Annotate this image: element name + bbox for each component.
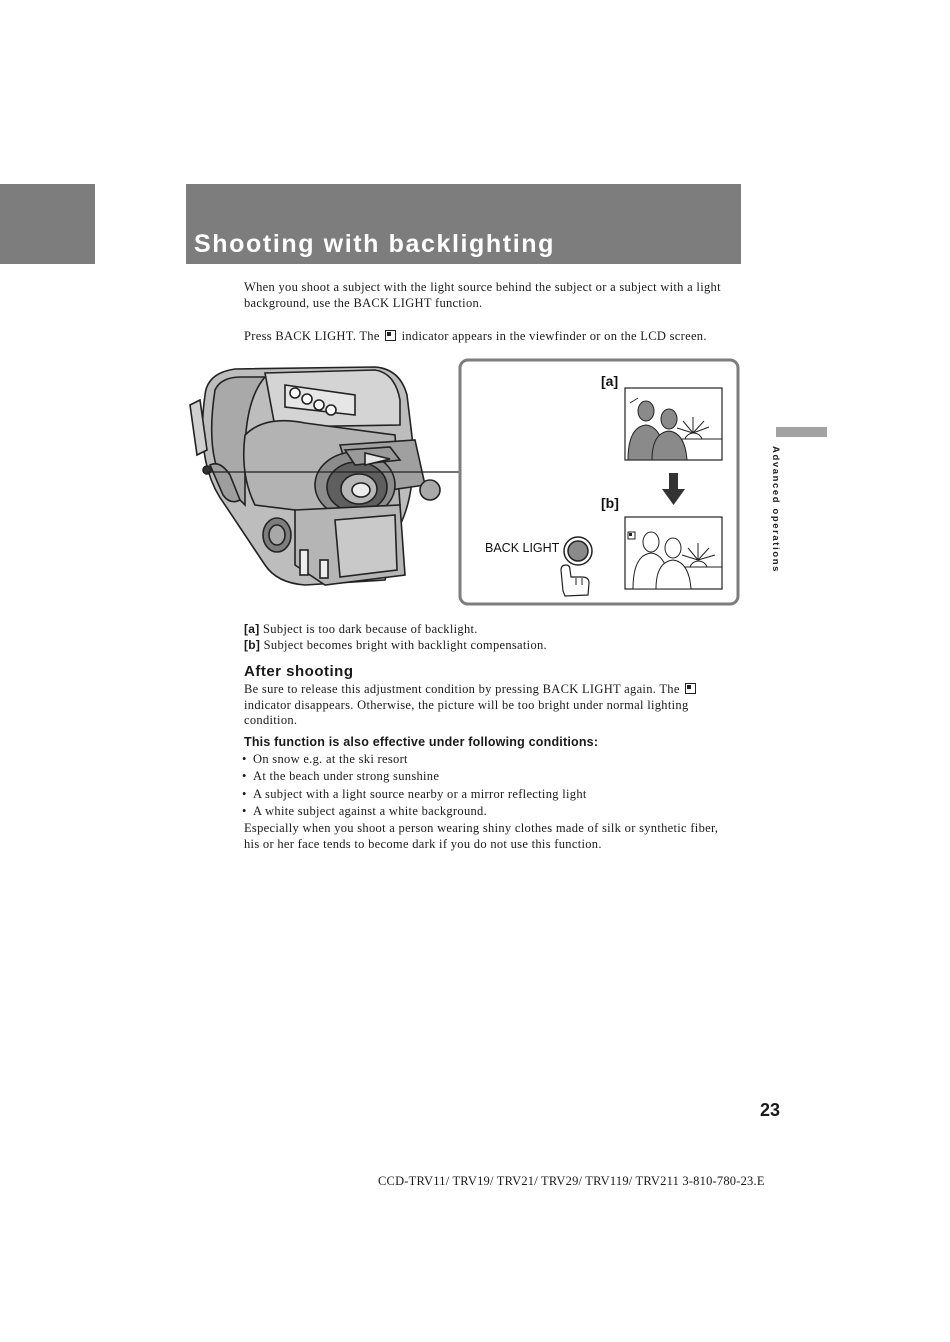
backlight-indicator-icon [385, 330, 396, 341]
section-tab-label [770, 446, 790, 576]
list-item: • A subject with a light source nearby or a mirror reflecting light [242, 786, 742, 803]
caption-a-text: Subject is too dark because of backlight. [263, 622, 478, 636]
label-b: [b] [601, 495, 619, 511]
figure-captions [244, 622, 744, 653]
conditions-closing: Especially when you shoot a person wearing shiny clothes made of silk or synthetic fiber, his or her face tends to become dark if you do not use this function. [244, 821, 719, 851]
list-item: • A white subject against a white background. [242, 803, 742, 820]
label-a: [a] [601, 373, 619, 389]
press-instruction [244, 329, 744, 345]
list-item: • At the beach under strong sunshine [242, 768, 742, 785]
page-number: 23 [760, 1100, 781, 1120]
conditions-heading: This function is also effective under following conditions: [244, 735, 599, 749]
intro-paragraph: When you shoot a subject with the light source behind the subject or a subject with a light background, use the BACK LIGHT function. [244, 280, 721, 310]
back-light-button [564, 537, 592, 565]
viewfinder-panel-b [625, 517, 722, 589]
caption-a [244, 622, 744, 638]
camcorder-drawing [190, 367, 440, 585]
conditions-list [242, 751, 742, 820]
left-margin-block [0, 184, 95, 264]
caption-a-key: [a] [244, 622, 260, 636]
after-shooting-heading: After shooting [244, 663, 354, 680]
page-title: Shooting with backlighting [194, 230, 556, 258]
model-footer: CCD-TRV11/ TRV19/ TRV21/ TRV29/ TRV119/ TRV211 3-810-780-23.E [378, 1174, 765, 1188]
section-tab-text: Advanced operations [770, 446, 781, 574]
after-shooting-paragraph [244, 682, 729, 729]
list-item: • On snow e.g. at the ski resort [242, 751, 742, 768]
press-instruction-start: Press BACK LIGHT. The [244, 329, 380, 343]
backlight-indicator-icon [685, 683, 696, 694]
after-shooting-text-end: indicator disappears. Otherwise, the picture will be too bright under normal lighting condition. [244, 697, 689, 727]
press-instruction-end: indicator appears in the viewfinder or on the LCD screen. [401, 329, 707, 343]
section-tab-marker [776, 427, 827, 437]
after-shooting-text-start: Be sure to release this adjustment condition by pressing BACK LIGHT again. The [244, 682, 680, 696]
back-light-label: BACK LIGHT [485, 541, 560, 555]
caption-b-text: Subject becomes bright with backlight compensation. [263, 637, 547, 652]
viewfinder-panel-a [625, 388, 722, 460]
caption-b [244, 638, 744, 654]
camcorder-illustration [185, 355, 745, 610]
caption-b-key: [b] [244, 637, 261, 652]
